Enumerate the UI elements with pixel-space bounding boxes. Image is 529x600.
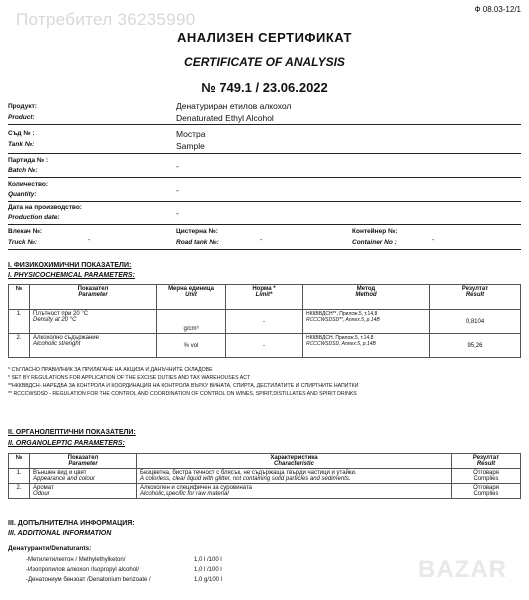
characteristic-cell — [137, 484, 452, 499]
divider — [8, 153, 521, 154]
parameter-bg: Плътност при 20 °C — [33, 311, 89, 317]
characteristic-en: Alcoholic,specific for raw material — [140, 491, 229, 497]
truck-label-bg: Влекач №: — [8, 228, 43, 235]
organoleptic-table — [8, 453, 521, 499]
col-header — [452, 454, 521, 469]
section-1-title-bg: I. ФИЗИКОХИМИЧНИ ПОКАЗАТЕЛИ: — [8, 262, 132, 269]
row-number: 2. — [9, 334, 30, 358]
col-header-label-en: Parameter — [68, 461, 98, 467]
road-tank-label-en: Road tank №: — [176, 239, 219, 246]
col-header-label: Метод — [356, 286, 376, 292]
parameter-en: Alcoholic strenght — [33, 341, 81, 347]
col-header-label: Показател — [77, 286, 109, 292]
parameter-cell — [30, 310, 157, 334]
divider — [8, 201, 521, 202]
unit-cell: g/cm³ — [157, 310, 226, 334]
row-number: 2. — [9, 484, 30, 499]
tank-value-en: Sample — [176, 141, 205, 151]
denaturant-amount: 1,0 l /100 l — [194, 567, 222, 573]
denaturant-name: -Изопропилов алкохол /Isopropyl alcohol/ — [26, 567, 140, 573]
batch-label-en: Batch №: — [8, 167, 38, 174]
limit-cell: - — [226, 310, 303, 334]
parameter-en: Density at 20 °C — [33, 317, 77, 323]
result-en: Complies — [473, 476, 499, 482]
row-number: 1. — [9, 469, 30, 484]
certificate-number: № 749.1 / 23.06.2022 — [201, 80, 328, 95]
col-header — [226, 285, 303, 310]
divider — [8, 224, 521, 225]
denaturants-list — [26, 555, 222, 585]
col-header-label-en: Parameter — [78, 292, 108, 298]
watermark-username: Потребител 36235990 — [16, 10, 196, 29]
parameter-cell — [30, 484, 137, 499]
method-bg: НККВВДСН**, Прилож.5, т.14,8 — [306, 311, 378, 317]
batch-value: - — [176, 161, 179, 171]
characteristic-en: A colorless, clear liquid with glitter, not containing solid particles and sediments. — [140, 476, 351, 482]
date-label-en: Production date: — [8, 214, 60, 221]
col-header-label: Показател — [67, 455, 99, 461]
physicochemical-table — [8, 284, 521, 358]
bazar-logo-watermark: BAZAR — [418, 556, 507, 583]
table-row — [9, 484, 521, 499]
method-cell — [303, 334, 430, 358]
parameter-bg: Аромат — [33, 485, 54, 491]
col-header-label-en: Result — [476, 461, 496, 467]
parameter-bg: Алкохолно съдържание — [33, 335, 99, 341]
col-header-label-en: Unit — [185, 292, 197, 298]
col-header-label: № — [15, 455, 23, 461]
result-bg: Отговаря — [473, 485, 499, 491]
col-header — [9, 454, 30, 469]
container-label-bg: Контейнер №: — [352, 228, 398, 235]
date-label-bg: Дата на производство: — [8, 204, 82, 211]
truck-label-en: Truck №: — [8, 239, 38, 246]
product-label-bg: Продукт: — [8, 103, 37, 110]
method-cell — [303, 310, 430, 334]
col-header-label: Мерна единица — [168, 286, 214, 292]
footnote: **НККВВДСН- НАРЕДБА ЗА КОНТРОЛА И КООРДИНАЦИЯ НА КОНТРОЛА ВЪРХУ ВИНАТА, СПИРТА, ДЕСТИЛАТИТЕ И СПИРТНИТЕ НАПИТКИ — [8, 383, 359, 389]
method-en: RCCCWSDSD, Annex.5, p.14B — [306, 341, 376, 347]
col-header-label: № — [15, 286, 23, 292]
col-header — [30, 454, 137, 469]
col-header-label-en: Result — [465, 292, 485, 298]
list-item — [26, 565, 222, 575]
characteristic-bg: Безцветна, бистра течност с блясък, не съдържаща твърди частици и утайки. — [140, 470, 357, 476]
divider — [8, 249, 521, 250]
result-cell — [452, 484, 521, 499]
tank-label-en: Tank №: — [8, 141, 35, 148]
road-tank-label-bg: Цистерна №: — [176, 228, 218, 235]
table-header-row — [9, 285, 521, 310]
list-item — [26, 575, 222, 585]
footnote: ** RCCCWSDSD - REGULATION FOR THE CONTROL AND COORDINATION OF CONTROL ON WINES, SPIRIT,DISTILLATES AND SPIRIT DRINKS — [8, 391, 357, 397]
section-2-title-bg: II. ОРГАНОЛЕПТИЧНИ ПОКАЗАТЕЛИ: — [8, 429, 136, 436]
quantity-value: - — [176, 185, 179, 195]
parameter-en: Odour — [33, 491, 50, 497]
col-header — [430, 285, 521, 310]
section-1-title-en: I. PHYSICOCHEMICAL PARAMETERS: — [8, 272, 135, 279]
product-value-bg: Денатуриран етилов алкохол — [176, 101, 292, 111]
denaturant-name: -Денатониум бензоат /Denatonium benzoate / — [26, 577, 151, 583]
col-header — [303, 285, 430, 310]
denaturant-name: -Метилетилкетон / Methylethylketon/ — [26, 557, 126, 563]
col-header-label: Норма * — [252, 286, 276, 292]
col-header — [30, 285, 157, 310]
parameter-cell — [30, 334, 157, 358]
doc-code: Ф 08.03-12/1 — [474, 5, 521, 14]
parameter-cell — [30, 469, 137, 484]
product-label-en: Product: — [8, 114, 35, 121]
row-number: 1. — [9, 310, 30, 334]
section-3-title-en: III. ADDITIONAL INFORMATION — [8, 530, 112, 537]
parameter-en: Appearance and colour — [33, 476, 96, 482]
section-2-title-en: II. ORGANOLEPTIC PARAMETERS: — [8, 440, 125, 447]
col-header-label-en: Characteristic — [273, 461, 315, 467]
col-header-label: Резултат — [472, 455, 500, 461]
denaturant-amount: 1,0 l /100 l — [194, 557, 222, 563]
result-en: Complies — [473, 491, 499, 497]
title-en: CERTIFICATE OF ANALYSIS — [184, 55, 345, 69]
quantity-label-en: Quantity: — [8, 191, 37, 198]
method-bg: НККВВДСН, Прилож.5, т.14,8 — [306, 335, 374, 341]
date-value: - — [176, 208, 179, 218]
limit-cell: - — [226, 334, 303, 358]
col-header — [137, 454, 452, 469]
table-header-row — [9, 454, 521, 469]
col-header — [9, 285, 30, 310]
divider — [8, 177, 521, 178]
result-cell — [452, 469, 521, 484]
denaturants-label: Денатуранти/Denaturants: — [8, 545, 92, 552]
product-value-en: Denaturated Ethyl Alcohol — [176, 113, 274, 123]
quantity-label-bg: Количество: — [8, 181, 49, 188]
section-3-title-bg: III. ДОПЪЛНИТЕЛНА ИНФОРМАЦИЯ: — [8, 520, 135, 527]
table-row — [9, 469, 521, 484]
divider — [8, 124, 521, 125]
characteristic-bg: Алкохолен и специфичен за суровината — [140, 485, 252, 491]
list-item — [26, 555, 222, 565]
col-header-label-en: Limit* — [255, 292, 273, 298]
table-row — [9, 334, 521, 358]
container-value: - — [432, 237, 435, 244]
result-cell: 95,26 — [430, 334, 521, 358]
col-header-label: Характеристика — [270, 455, 318, 461]
result-cell: 0,8104 — [430, 310, 521, 334]
method-en: RCCCWSDSD**, Annex.5, p.14B — [306, 317, 380, 323]
footnote: * SET BY REGULATIONS FOR APPLICATION OF THE EXCISE DUTIES AND TAX WAREHOUSES ACT — [8, 375, 251, 381]
container-label-en: Container No : — [352, 239, 397, 246]
road-tank-value: - — [260, 237, 263, 244]
col-header-label-en: Method — [355, 292, 377, 298]
footnote: * СЪГЛАСНО ПРАВИЛНИК ЗА ПРИЛАГАНЕ НА АКЦИЗА И ДАНЪЧНИТЕ СКЛАДОВЕ — [8, 367, 213, 373]
footnotes — [8, 366, 358, 398]
tank-label-bg: Съд № : — [8, 130, 35, 137]
characteristic-cell — [137, 469, 452, 484]
batch-label-bg: Партида № : — [8, 157, 49, 164]
truck-value: - — [88, 237, 91, 244]
col-header — [157, 285, 226, 310]
tank-value-bg: Мостра — [176, 129, 206, 139]
parameter-bg: Външен вид и цвят — [33, 470, 87, 476]
title-bg: АНАЛИЗЕН СЕРТИФИКАТ — [176, 30, 352, 45]
denaturant-amount: 1,0 g/100 l — [194, 577, 223, 583]
table-row — [9, 310, 521, 334]
result-bg: Отговаря — [473, 470, 499, 476]
col-header-label: Резултат — [461, 286, 489, 292]
unit-cell: % vol — [157, 334, 226, 358]
